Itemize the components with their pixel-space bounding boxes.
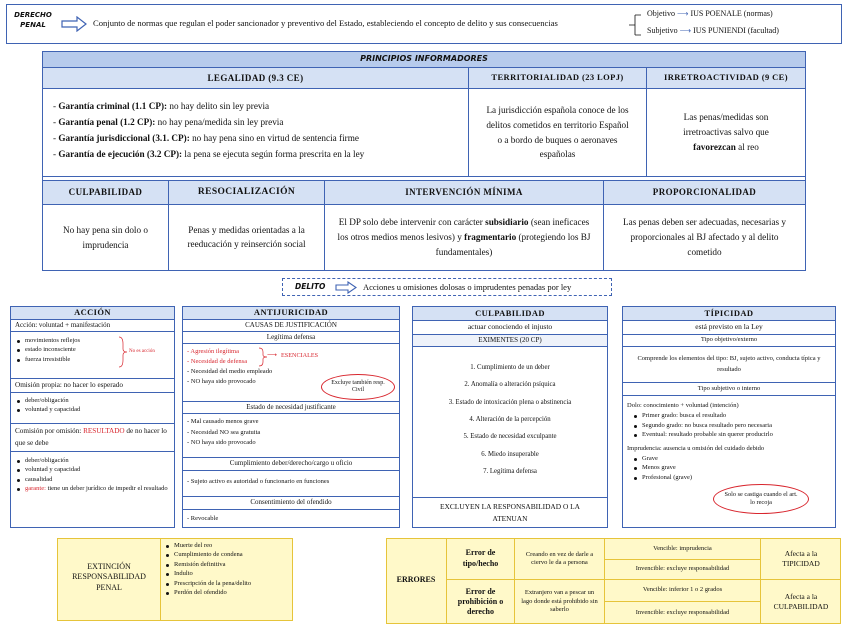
eximentes-head: EXIMENTES (20 CP) <box>412 334 608 347</box>
error-tipo-afecta: Afecta a la TIPICIDAD <box>782 548 820 568</box>
resocializacion-body: Penas y medidas orientadas a la reeducación y reinserción social <box>168 204 325 271</box>
estado-necesidad-head: Estado de necesidad justificante <box>182 401 400 414</box>
arrow-icon: ⟶ <box>677 9 689 18</box>
arrow-icon: ⟶ <box>267 351 278 359</box>
legitima-defensa-head: Legítima defensa <box>182 331 400 344</box>
proporcionalidad-body: Las penas deben ser adecuadas, necesarias y proporcionales al BJ afectado y al delito cometido <box>603 204 806 271</box>
legalidad-item: - Garantía de ejecución (3.2 CP): la pena se ejecuta según forma prescrita en la ley <box>53 149 365 160</box>
arrow-right-icon <box>61 16 87 32</box>
culpabilidad-def: actuar conociendo el injusto <box>412 320 608 335</box>
legalidad-head: LEGALIDAD (9.3 CE) <box>42 67 469 89</box>
principios-title: PRINCIPIOS INFORMADORES <box>42 51 806 68</box>
legalidad-body <box>42 88 469 177</box>
arrow-right-icon <box>335 281 357 294</box>
delito-text: Acciones u omisiones dolosas o imprudentes penadas por ley <box>363 282 572 292</box>
tipicidad-head: TÍPICIDAD <box>622 306 836 321</box>
error-tipo-example: Creando en vez de darle a ciervo le da a persona <box>525 550 594 566</box>
territorialidad-head: TERRITORIALIDAD (23 LOPJ) <box>468 67 647 89</box>
brace-icon <box>119 336 127 368</box>
bracket-icon <box>629 9 643 41</box>
tipo-objetivo-body: Comprende los elementos del tipo: BJ, sujeto activo, conducta típica y resultado <box>622 346 836 383</box>
excluye-resp-civil-note: Excluye también resp. Civil <box>321 374 395 400</box>
irretroactividad-head: IRRETROACTIVIDAD (9 CE) <box>646 67 806 89</box>
tipo-subjetivo-body: Dolo: conocimiento + voluntad (intención) Primer grado: busca el resultado Segundo grado: no busca resultado pero necesaria Eventual: resultado probable sin querer producirlo Imprudencia: ausencia u omisión del cuidado debido Grave Menos grave Profesional (grave) Solo se castiga cuando el art. lo recoja <box>622 395 836 528</box>
error-prohibicion-example: Extranjero van a pescar un lago donde está prohibido sin saberlo <box>521 589 598 614</box>
intervencion-head: INTERVENCIÓN MÍNIMA <box>324 180 604 205</box>
omision-propia-head: Omisión propia: no hacer lo esperado <box>10 378 175 393</box>
derecho-penal-definition: Conjunto de normas que regulan el poder sancionador y preventivo del Estado, estableciendo el concepto de delito y sus consecuencias <box>93 18 558 28</box>
error-tipo-label: Error de tipo/hecho <box>462 548 499 568</box>
legalidad-item: - Garantía penal (1.2 CP): no hay pena/medida sin ley previa <box>53 117 284 128</box>
solo-se-castiga-note: Solo se castiga cuando el art. lo recoja <box>713 484 809 514</box>
territorialidad-body: La jurisdicción española conoce de los delitos cometidos en territorio Español o a bordo de buques o aeronaves españolas <box>468 88 647 177</box>
omision-propia-list: deber/obligación voluntad y capacidad <box>10 392 175 424</box>
cumplimiento-body: - Sujeto activo es autoridad o funcionario en funciones <box>182 470 400 497</box>
causas-justificacion: CAUSAS DE JUSTIFICACIÓN <box>182 319 400 332</box>
accion-head: ACCIÓN <box>10 306 175 320</box>
brace-icon <box>259 347 267 367</box>
legitima-defensa-body: - Agresión ilegítima - Necesidad de defensa - Necesidad del medio empleado - NO haya sido provocado ⟶ ESENCIALES Excluye también resp. Civil <box>182 343 400 402</box>
tipicidad-def: está previsto en la Ley <box>622 320 836 335</box>
proporcionalidad-head: PROPORCIONALIDAD <box>603 180 806 205</box>
comision-omision-list: deber/obligación voluntad y capacidad causalidad garante: tiene un deber jurídico de impedir el resultado <box>10 451 175 528</box>
error-prohibicion-label: Error de prohibición o derecho <box>457 587 504 616</box>
accion-def: Acción: voluntad + manifestación <box>10 319 175 332</box>
culpabilidad-head: CULPABILIDAD <box>412 306 608 321</box>
subjetivo-row: Subjetivo ⟶ IUS PUNIENDI (facultad) <box>647 26 779 35</box>
tipo-objetivo-head: Tipo objetivo/externo <box>622 334 836 347</box>
resocializacion-head: RESOCIALIZACIÓN <box>168 180 325 205</box>
extincion-label: EXTINCIÓN RESPONSABILIDAD PENAL <box>72 562 146 592</box>
errores-label: ERRORES <box>396 575 436 584</box>
derecho-penal-label: DERECHO PENAL <box>14 11 52 29</box>
error-tipo-vencible: Vencible: imprudencia <box>653 544 712 552</box>
legalidad-item: - Garantía criminal (1.1 CP): no hay delito sin ley previa <box>53 101 270 111</box>
accion-list1: movimientos reflejos estado inconsciente fuerza irresistible No es acción <box>10 331 175 379</box>
intervencion-body: El DP solo debe intervenir con carácter subsidiario (sean ineficaces los otros medios menos lesivos) y fragmentario (protegiendo los BJ fundamentales) <box>324 204 604 271</box>
arrow-icon: ⟶ <box>679 26 692 35</box>
no-es-accion-note: No es acción <box>129 349 155 354</box>
consentimiento-head: Consentimiento del ofendido <box>182 496 400 510</box>
eximentes-footer: EXCLUYEN LA RESPONSABILIDAD O LA ATENUAN <box>412 497 608 528</box>
extincion-list: Muerte del reo Cumplimiento de condena Remisión definitiva Indulto Prescripción de la pena/delito Perdón del ofendido <box>164 541 290 598</box>
extincion-divider <box>160 538 161 621</box>
objetivo-row: Objetivo ⟶ IUS POENALE (normas) <box>647 9 773 18</box>
esenciales-note: ESENCIALES <box>281 352 319 359</box>
consentimiento-body: - Revocable <box>182 509 400 528</box>
estado-necesidad-body: - Mal causado menos grave - Necesidad NO sea gratuita - NO haya sido provocado <box>182 413 400 458</box>
error-prohibicion-invencible: Invencible: excluye responsabilidad <box>635 608 730 616</box>
error-prohibicion-afecta: Afecta a la CULPABILIDAD <box>773 591 829 611</box>
culpabilidad-principio-head: CULPABILIDAD <box>42 180 169 205</box>
delito-label: DELITO <box>295 282 326 291</box>
eximentes-list: 1. Cumplimiento de un deber 2. Anomalía o alteración psíquica 3. Estado de intoxicación plena o abstinencia 4. Alteración de la percepción 5. Estado de necesidad exculpante 6. Miedo insuperable 7. Legítima defensa <box>412 346 608 498</box>
derecho-penal-bar <box>6 4 842 44</box>
comision-omision-head: Comisión por omisión: RESULTADO de no hacer lo que se debe <box>10 423 175 452</box>
error-tipo-invencible: Invencible: excluye responsabilidad <box>635 565 730 573</box>
legalidad-item: - Garantía jurisdiccional (3.1. CP): no hay pena sino en virtud de sentencia firme <box>53 133 359 144</box>
tipo-subjetivo-head: Tipo subjetivo o interno <box>622 382 836 396</box>
delito-bar <box>282 278 612 296</box>
irretroactividad-body: Las penas/medidas son irretroactivas salvo que favorezcan al reo <box>646 88 806 177</box>
culpabilidad-principio-body: No hay pena sin dolo o imprudencia <box>42 204 169 271</box>
error-prohibicion-vencible: Vencible: inferior 1 o 2 grados <box>642 586 723 594</box>
cumplimiento-head: Cumplimiento deber/derecho/cargo u oficio <box>182 457 400 471</box>
antijuricidad-head: ANTIJURICIDAD <box>182 306 400 320</box>
